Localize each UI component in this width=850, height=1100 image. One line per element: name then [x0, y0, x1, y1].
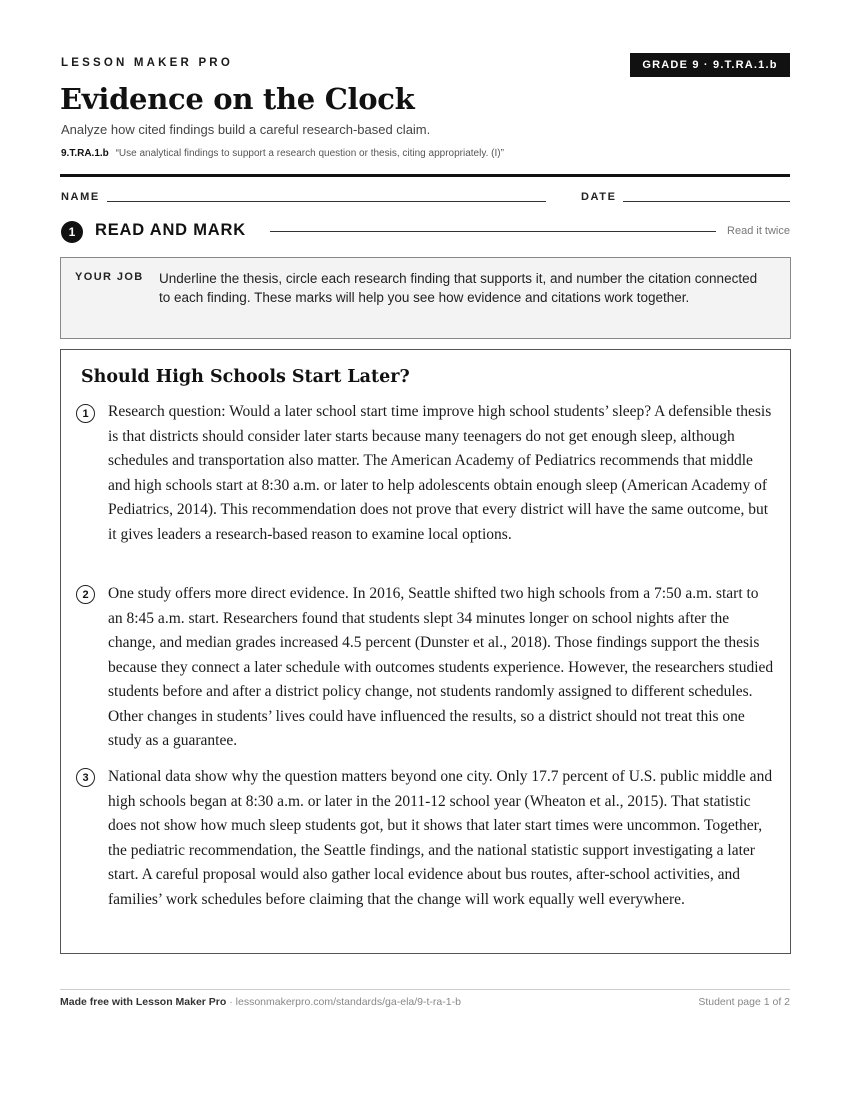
standard-code: 9.T.RA.1.b — [61, 148, 109, 159]
section-divider — [270, 231, 716, 232]
section-note: Read it twice — [727, 225, 790, 237]
footer-credit — [60, 996, 461, 1008]
paragraph-1: Research question: Would a later school start time improve high school students’ sleep? A defensible thesis is that districts should consider later starts because many teenagers do not get enough sleep, although schedules and transportation also matter. The American Academy of Pediatrics recommends that middle and high schools start at 8:30 a.m. or later to help adolescents obtain enough sleep (American Academy of Pediatrics, 2014). This recommendation does not prove that every district will have the same outcome, but it gives leaders a research-based reason to examine local options. — [108, 403, 772, 543]
standard-text: “Use analytical findings to support a research question or thesis, citing appropriately. (I)” — [115, 148, 504, 159]
footer-made-with: Made free with Lesson Maker Pro — [60, 996, 227, 1008]
header-divider — [60, 174, 790, 177]
footer-url[interactable]: · lessonmakerpro.com/standards/ga-ela/9-t-ra-1-b — [229, 996, 461, 1008]
date-label: DATE — [581, 191, 617, 203]
footer-page-number: Student page 1 of 2 — [698, 996, 790, 1008]
standard-line — [61, 148, 504, 159]
instructions-box — [60, 257, 791, 339]
paragraph-number-1: 1 — [76, 404, 95, 423]
instructions-text: Underline the thesis, circle each research finding that supports it, and number the citation connected to each finding. These marks will help you see how evidence and citations work together. — [159, 271, 758, 305]
page-subtitle: Analyze how cited findings build a careful research-based claim. — [61, 122, 431, 137]
instructions-label: YOUR JOB — [75, 271, 144, 283]
paragraph-3: National data show why the question matters beyond one city. Only 17.7 percent of U.S. public middle and high schools began at 8:30 a.m. or later in the 2011-12 school year (Wheaton et al., 2015). That statistic does not show how much sleep students got, but it shows that later start times were uncommon. Together, the pediatric recommendation, the Seattle findings, and the national statistic support investigating a later start. A careful proposal would also gather local evidence about bus routes, after-school activities, and families’ work schedules before claiming that the change will work equally well everywhere. — [108, 768, 773, 908]
date-field[interactable] — [623, 201, 790, 202]
section-number-badge: 1 — [61, 221, 83, 243]
section-title: READ AND MARK — [95, 221, 246, 239]
paragraph-2: One study offers more direct evidence. In 2016, Seattle shifted two high schools from a 7:50 a.m. start to an 8:45 a.m. start. Researchers found that students slept 34 minutes longer on school nights after the change, and median grades increased 4.5 percent (Dunster et al., 2018). Those findings support the thesis because they connect a later schedule with outcomes students experience. However, the researchers studied students before and after a district policy change, not students randomly assigned to different schedules. Other changes in students’ lives could have influenced the results, so a district should not treat this one study as a guarantee. — [108, 585, 774, 749]
name-label: NAME — [61, 191, 100, 203]
brand-name: LESSON MAKER PRO — [61, 57, 233, 69]
reading-passage — [60, 349, 791, 954]
paragraph-number-2: 2 — [76, 585, 95, 604]
passage-title: Should High Schools Start Later? — [81, 367, 410, 387]
name-field[interactable] — [107, 201, 546, 202]
page-title: Evidence on the Clock — [60, 82, 415, 116]
grade-badge: GRADE 9 · 9.T.RA.1.b — [630, 53, 790, 77]
footer-divider — [60, 989, 790, 990]
paragraph-number-3: 3 — [76, 768, 95, 787]
